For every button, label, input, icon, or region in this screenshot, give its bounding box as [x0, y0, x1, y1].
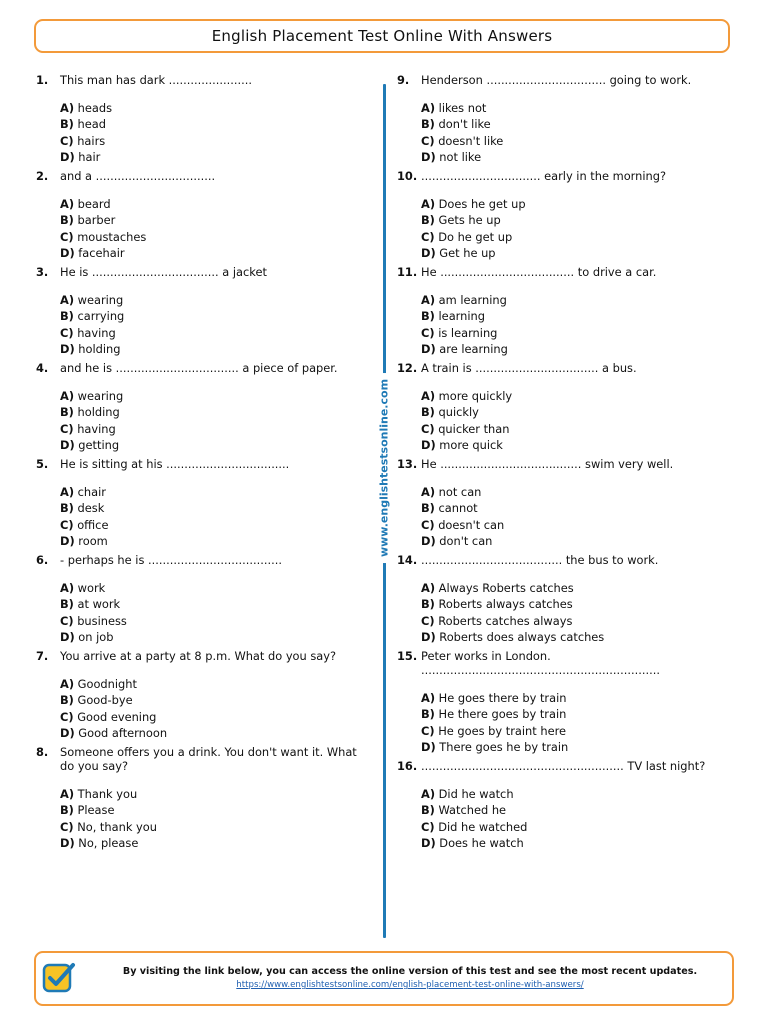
answer-options [421, 690, 727, 756]
question-number: 16. [397, 759, 418, 773]
answer-option[interactable] [60, 437, 366, 453]
question-number: 8. [36, 745, 49, 759]
option-text: hairs [77, 133, 106, 148]
question-text: ........................................................ TV last night? [421, 759, 706, 773]
option-text: Good evening [77, 709, 157, 724]
answer-option[interactable] [60, 229, 366, 245]
question [36, 73, 366, 87]
option-text: facehair [78, 246, 125, 261]
answer-option[interactable] [421, 229, 727, 245]
answer-option[interactable] [421, 835, 727, 851]
question-number: 10. [397, 169, 418, 183]
question-text: - perhaps he is ..................................... [60, 553, 282, 567]
option-text: carrying [77, 309, 125, 324]
option-text: more quick [439, 438, 503, 453]
option-letter: B) [60, 405, 74, 420]
option-letter: A) [60, 197, 75, 211]
answer-options [60, 196, 366, 262]
option-letter: C) [421, 723, 435, 738]
answer-option[interactable] [421, 723, 727, 739]
option-letter: B) [421, 803, 435, 818]
option-text: No, thank you [77, 819, 157, 834]
question-number: 14. [397, 553, 418, 567]
option-letter: B) [60, 803, 74, 818]
option-text: Please [77, 803, 115, 818]
option-text: Do he get up [438, 229, 513, 244]
answer-option[interactable] [60, 404, 366, 420]
option-text: having [77, 325, 116, 340]
answer-option[interactable] [421, 613, 727, 629]
option-text: moustaches [77, 229, 147, 244]
answer-option[interactable] [60, 596, 366, 612]
answer-option[interactable] [60, 819, 366, 835]
option-text: learning [438, 309, 485, 324]
option-letter: A) [421, 787, 436, 801]
question-number: 3. [36, 265, 49, 279]
question-number: 15. [397, 649, 418, 663]
option-text: don't can [439, 534, 493, 549]
question-text: He ....................................... swim very well. [421, 457, 674, 471]
option-text: Roberts does always catches [439, 630, 605, 645]
question [36, 745, 366, 773]
answer-options [421, 196, 727, 262]
option-text: at work [77, 597, 121, 612]
option-letter: D) [60, 534, 75, 549]
answer-option[interactable] [60, 802, 366, 818]
answer-option[interactable] [421, 580, 727, 596]
questions-right-column [397, 73, 727, 855]
question-block [397, 169, 727, 265]
question-number: 12. [397, 361, 418, 375]
option-letter: C) [60, 517, 74, 532]
answer-option[interactable] [60, 500, 366, 516]
option-text: quickly [438, 405, 479, 420]
option-text: heads [77, 101, 113, 115]
option-text: Thank you [77, 787, 138, 801]
answer-option[interactable] [421, 802, 727, 818]
question-block [397, 457, 727, 553]
option-letter: A) [60, 677, 75, 691]
question-block [36, 265, 366, 361]
option-text: am learning [438, 293, 507, 307]
answer-option[interactable] [421, 133, 727, 149]
question [397, 265, 727, 279]
option-letter: B) [421, 309, 435, 324]
option-text: wearing [77, 293, 124, 307]
footer-note: By visiting the link below, you can access the online version of this test and see the most recent updates. [122, 966, 698, 977]
option-letter: C) [421, 517, 435, 532]
question-block [397, 553, 727, 649]
option-letter: C) [60, 325, 74, 340]
option-text: He there goes by train [438, 707, 567, 722]
title-box [34, 19, 730, 53]
question-text: You arrive at a party at 8 p.m. What do you say? [60, 649, 337, 663]
answer-options [60, 100, 366, 166]
option-letter: C) [60, 709, 74, 724]
question-number: 13. [397, 457, 418, 471]
answer-option[interactable] [60, 786, 366, 802]
answer-option[interactable] [60, 484, 366, 500]
answer-option[interactable] [60, 709, 366, 725]
question-text: Henderson ................................. going to work. [421, 73, 692, 87]
answer-option[interactable] [60, 325, 366, 341]
question [397, 553, 727, 567]
option-text: business [77, 613, 127, 628]
option-letter: D) [60, 246, 75, 261]
question-block [36, 745, 366, 855]
option-letter: D) [421, 836, 436, 851]
answer-options [421, 100, 727, 166]
option-letter: C) [60, 613, 74, 628]
answer-option[interactable] [421, 325, 727, 341]
questions-left-column [36, 73, 366, 855]
option-letter: D) [421, 438, 436, 453]
question-block [36, 553, 366, 649]
option-letter: D) [421, 246, 436, 261]
option-letter: A) [421, 197, 436, 211]
option-text: work [77, 581, 106, 595]
answer-option[interactable] [421, 149, 727, 165]
option-text: having [77, 421, 116, 436]
option-letter: A) [421, 293, 436, 307]
option-text: not like [439, 150, 482, 165]
page-title: English Placement Test Online With Answers [211, 27, 553, 45]
answer-option[interactable] [421, 629, 727, 645]
option-letter: B) [421, 597, 435, 612]
option-letter: B) [421, 501, 435, 516]
question-block [397, 73, 727, 169]
option-letter: D) [421, 630, 436, 645]
question [397, 457, 727, 471]
option-letter: B) [421, 213, 435, 228]
answer-option[interactable] [60, 292, 366, 308]
option-letter: D) [60, 630, 75, 645]
option-letter: D) [421, 150, 436, 165]
option-letter: A) [421, 389, 436, 403]
option-text: No, please [78, 836, 139, 851]
option-text: don't like [438, 117, 491, 132]
question-text: and he is .................................. a piece of paper. [60, 361, 338, 375]
answer-option[interactable] [60, 725, 366, 741]
question-text: He ..................................... to drive a car. [421, 265, 657, 279]
option-letter: C) [421, 613, 435, 628]
question-text: Peter works in London. .................................................................. [421, 649, 660, 677]
option-letter: B) [60, 597, 74, 612]
option-letter: A) [60, 581, 75, 595]
question-text: ....................................... the bus to work. [421, 553, 659, 567]
question-number: 6. [36, 553, 49, 567]
answer-options [421, 292, 727, 358]
option-text: There goes he by train [439, 740, 569, 755]
option-letter: C) [421, 229, 435, 244]
option-letter: B) [60, 501, 74, 516]
answer-options [60, 388, 366, 454]
question-text: He is ................................... a jacket [60, 265, 267, 279]
question [397, 169, 727, 183]
question-number: 1. [36, 73, 49, 87]
answer-option[interactable] [421, 212, 727, 228]
option-letter: C) [60, 229, 74, 244]
option-letter: D) [60, 836, 75, 851]
answer-option[interactable] [60, 533, 366, 549]
option-letter: A) [60, 485, 75, 499]
answer-option[interactable] [421, 484, 727, 500]
option-text: Does he watch [439, 836, 524, 851]
option-text: Did he watched [438, 819, 528, 834]
option-letter: C) [60, 819, 74, 834]
answer-option[interactable] [60, 100, 366, 116]
answer-option[interactable] [421, 819, 727, 835]
question-block [397, 649, 727, 759]
option-text: Does he get up [438, 197, 526, 211]
option-letter: B) [60, 213, 74, 228]
answer-option[interactable] [60, 692, 366, 708]
answer-options [421, 484, 727, 550]
option-text: head [77, 117, 106, 132]
answer-options [60, 292, 366, 358]
option-letter: A) [60, 101, 75, 115]
answer-option[interactable] [421, 341, 727, 357]
checkbox-check-icon [42, 961, 76, 995]
question-block [397, 265, 727, 361]
answer-option[interactable] [421, 308, 727, 324]
answer-option[interactable] [60, 421, 366, 437]
answer-option[interactable] [60, 149, 366, 165]
question [36, 265, 366, 279]
answer-option[interactable] [421, 500, 727, 516]
option-letter: B) [60, 309, 74, 324]
footer-link[interactable]: https://www.englishtestsonline.com/english-placement-test-online-with-answers/ [236, 980, 584, 990]
question [36, 169, 366, 183]
question-block [36, 73, 366, 169]
option-letter: D) [60, 150, 75, 165]
option-text: holding [77, 405, 120, 420]
option-text: room [78, 534, 108, 549]
answer-option[interactable] [60, 196, 366, 212]
answer-option[interactable] [60, 580, 366, 596]
answer-option[interactable] [60, 517, 366, 533]
option-letter: A) [60, 293, 75, 307]
option-letter: A) [421, 485, 436, 499]
option-letter: D) [60, 342, 75, 357]
answer-option[interactable] [60, 629, 366, 645]
answer-option[interactable] [421, 437, 727, 453]
option-letter: D) [421, 740, 436, 755]
option-text: chair [77, 485, 106, 499]
option-text: Good afternoon [78, 726, 168, 741]
option-letter: A) [60, 389, 75, 403]
answer-options [421, 580, 727, 646]
option-text: Did he watch [438, 787, 514, 801]
answer-option[interactable] [60, 388, 366, 404]
option-text: getting [78, 438, 120, 453]
option-text: beard [77, 197, 111, 211]
option-text: are learning [439, 342, 508, 357]
option-letter: B) [421, 707, 435, 722]
answer-option[interactable] [421, 100, 727, 116]
answer-option[interactable] [60, 341, 366, 357]
answer-option[interactable] [60, 133, 366, 149]
option-text: quicker than [438, 421, 510, 436]
option-letter: B) [60, 117, 74, 132]
option-text: cannot [438, 501, 478, 516]
question-number: 2. [36, 169, 49, 183]
option-text: Roberts always catches [438, 597, 573, 612]
question [36, 361, 366, 375]
option-letter: A) [60, 787, 75, 801]
answer-option[interactable] [60, 308, 366, 324]
option-text: barber [77, 213, 116, 228]
question [36, 457, 366, 471]
option-text: doesn't can [438, 517, 505, 532]
option-text: Get he up [439, 246, 496, 261]
question-text: A train is .................................. a bus. [421, 361, 637, 375]
answer-options [60, 580, 366, 646]
answer-options [60, 786, 366, 852]
question-number: 11. [397, 265, 418, 279]
option-text: desk [77, 501, 105, 516]
question [36, 553, 366, 567]
option-text: not can [438, 485, 482, 499]
question-text: Someone offers you a drink. You don't want it. What do you say? [60, 745, 357, 773]
option-letter: D) [60, 438, 75, 453]
question-block [36, 457, 366, 553]
answer-option[interactable] [421, 292, 727, 308]
question [397, 73, 727, 87]
question [397, 361, 727, 375]
option-letter: C) [421, 819, 435, 834]
option-text: on job [78, 630, 114, 645]
answer-option[interactable] [421, 517, 727, 533]
answer-option[interactable] [421, 116, 727, 132]
option-text: wearing [77, 389, 124, 403]
question [36, 649, 366, 663]
option-letter: C) [421, 133, 435, 148]
question-block [36, 361, 366, 457]
option-letter: A) [421, 691, 436, 705]
question [397, 649, 727, 677]
option-text: Always Roberts catches [438, 581, 574, 595]
question-block [36, 649, 366, 745]
question-text: He is sitting at his .................................. [60, 457, 290, 471]
option-letter: A) [421, 101, 436, 115]
option-text: Gets he up [438, 213, 501, 228]
option-text: office [77, 517, 109, 532]
option-text: hair [78, 150, 101, 165]
question [397, 759, 727, 773]
answer-option[interactable] [421, 739, 727, 755]
side-url: www.englishtestsonline.com [378, 373, 391, 563]
answer-option[interactable] [421, 245, 727, 261]
option-letter: B) [421, 405, 435, 420]
question-number: 7. [36, 649, 49, 663]
answer-option[interactable] [60, 212, 366, 228]
answer-option[interactable] [421, 421, 727, 437]
answer-option[interactable] [60, 835, 366, 851]
option-letter: C) [60, 133, 74, 148]
footer-box [34, 951, 734, 1006]
option-letter: A) [421, 581, 436, 595]
answer-option[interactable] [421, 786, 727, 802]
answer-options [60, 484, 366, 550]
answer-option[interactable] [421, 388, 727, 404]
answer-option[interactable] [421, 533, 727, 549]
option-text: He goes there by train [438, 691, 567, 705]
question-number: 9. [397, 73, 410, 87]
question-number: 5. [36, 457, 49, 471]
option-text: is learning [438, 325, 498, 340]
option-text: Goodnight [77, 677, 137, 691]
option-letter: B) [421, 117, 435, 132]
question-text: and a ................................. [60, 169, 216, 183]
answer-option[interactable] [421, 404, 727, 420]
answer-option[interactable] [421, 706, 727, 722]
answer-option[interactable] [60, 116, 366, 132]
answer-options [60, 676, 366, 742]
option-letter: C) [421, 421, 435, 436]
question-block [397, 759, 727, 855]
question-block [36, 169, 366, 265]
answer-option[interactable] [60, 676, 366, 692]
option-text: holding [78, 342, 121, 357]
option-text: Watched he [438, 803, 507, 818]
option-letter: D) [421, 534, 436, 549]
question-number: 4. [36, 361, 49, 375]
answer-option[interactable] [421, 690, 727, 706]
option-text: likes not [438, 101, 487, 115]
option-letter: B) [60, 693, 74, 708]
answer-option[interactable] [421, 196, 727, 212]
question-text: This man has dark ....................... [60, 73, 252, 87]
option-letter: D) [421, 342, 436, 357]
option-text: Good-bye [77, 693, 133, 708]
answer-option[interactable] [421, 596, 727, 612]
option-letter: D) [60, 726, 75, 741]
option-text: Roberts catches always [438, 613, 573, 628]
option-letter: C) [421, 325, 435, 340]
option-text: more quickly [438, 389, 513, 403]
answer-option[interactable] [60, 245, 366, 261]
option-text: He goes by traint here [438, 723, 567, 738]
question-text: ................................. early in the morning? [421, 169, 667, 183]
answer-options [421, 786, 727, 852]
option-letter: C) [60, 421, 74, 436]
option-text: doesn't like [438, 133, 504, 148]
question-block [397, 361, 727, 457]
answer-option[interactable] [60, 613, 366, 629]
answer-options [421, 388, 727, 454]
